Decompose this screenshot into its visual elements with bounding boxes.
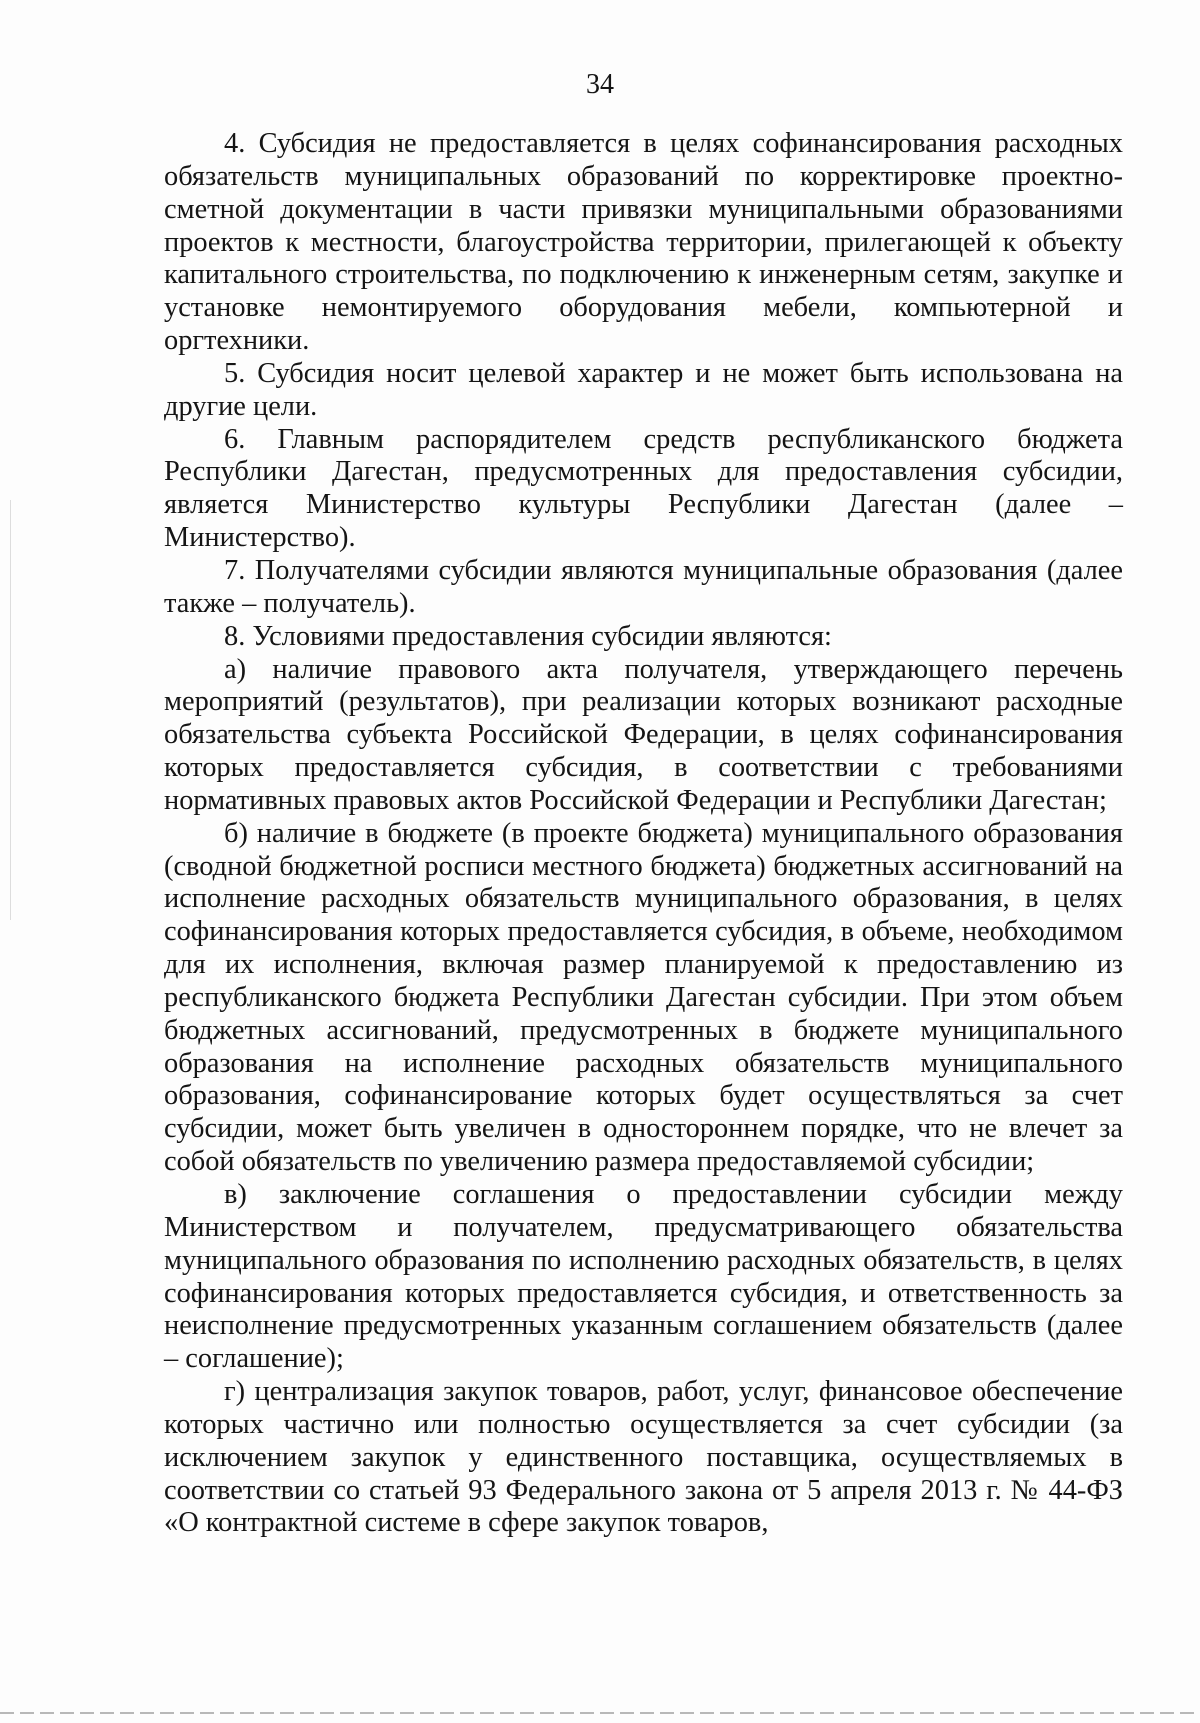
paragraph-4: 4. Субсидия не предоставляется в целях софинансирования расходных обязательств муниципальных образований по корректировке проектно-сметной документации в части привязки муниципальными образованиями проектов к местности, благоустройства территории, прилегающей к объекту капитального строительства, по подключению к инженерным сетям, закупке и установке немонтируемого оборудования мебели, компьютерной и оргтехники. xyxy=(164,128,1123,357)
scan-artifact-bottom xyxy=(0,1712,1200,1714)
paragraph-8a: а) наличие правового акта получателя, утверждающего перечень мероприятий (результатов), при реализации которых возникают расходные обязательства субъекта Российской Федерации, в целях софинансирования которых предоставляется субсидия, в соответствии с требованиями нормативных правовых актов Российской Федерации и Республики Дагестан; xyxy=(164,653,1123,816)
document-body xyxy=(164,128,1123,1540)
paragraph-6: 6. Главным распорядителем средств республиканского бюджета Республики Дагестан, предусмотренных для предоставления субсидии, является Министерство культуры Республики Дагестан (далее – Министерство). xyxy=(164,423,1123,554)
paragraph-5: 5. Субсидия носит целевой характер и не может быть использована на другие цели. xyxy=(164,357,1123,422)
page-number: 34 xyxy=(586,69,614,100)
paragraph-8v: в) заключение соглашения о предоставлении субсидии между Министерством и получателем, предусматривающего обязательства муниципального образования по исполнению расходных обязательств, в целях софинансирования которых предоставляется субсидия, и ответственность за неисполнение предусмотренных указанным соглашением обязательств (далее – соглашение); xyxy=(164,1179,1123,1375)
scan-artifact-left xyxy=(10,500,11,920)
paragraph-7: 7. Получателями субсидии являются муниципальные образования (далее также – получатель). xyxy=(164,554,1123,619)
paragraph-8b: б) наличие в бюджете (в проекте бюджета) муниципального образования (сводной бюджетной росписи местного бюджета) бюджетных ассигнований на исполнение расходных обязательств муниципального образования, в целях софинансирования которых предоставляется субсидия, в объеме, необходимом для их исполнения, включая размер планируемой к предоставлению из республиканского бюджета Республики Дагестан субсидии. При этом объем бюджетных ассигнований, предусмотренных в бюджете муниципального образования на исполнение расходных обязательств муниципального образования, софинансирование которых будет осуществляться за счет субсидии, может быть увеличен в одностороннем порядке, что не влечет за собой обязательств по увеличению размера предоставляемой субсидии; xyxy=(164,817,1123,1178)
paragraph-8: 8. Условиями предоставления субсидии являются: xyxy=(224,620,832,652)
paragraph-8g: г) централизация закупок товаров, работ, услуг, финансовое обеспечение которых частично или полностью осуществляется за счет субсидии (за исключением закупок у единственного поставщика, осуществляемых в соответствии со статьей 93 Федерального закона от 5 апреля 2013 г. № 44-ФЗ «О контрактной системе в сфере закупок товаров, xyxy=(164,1376,1123,1539)
